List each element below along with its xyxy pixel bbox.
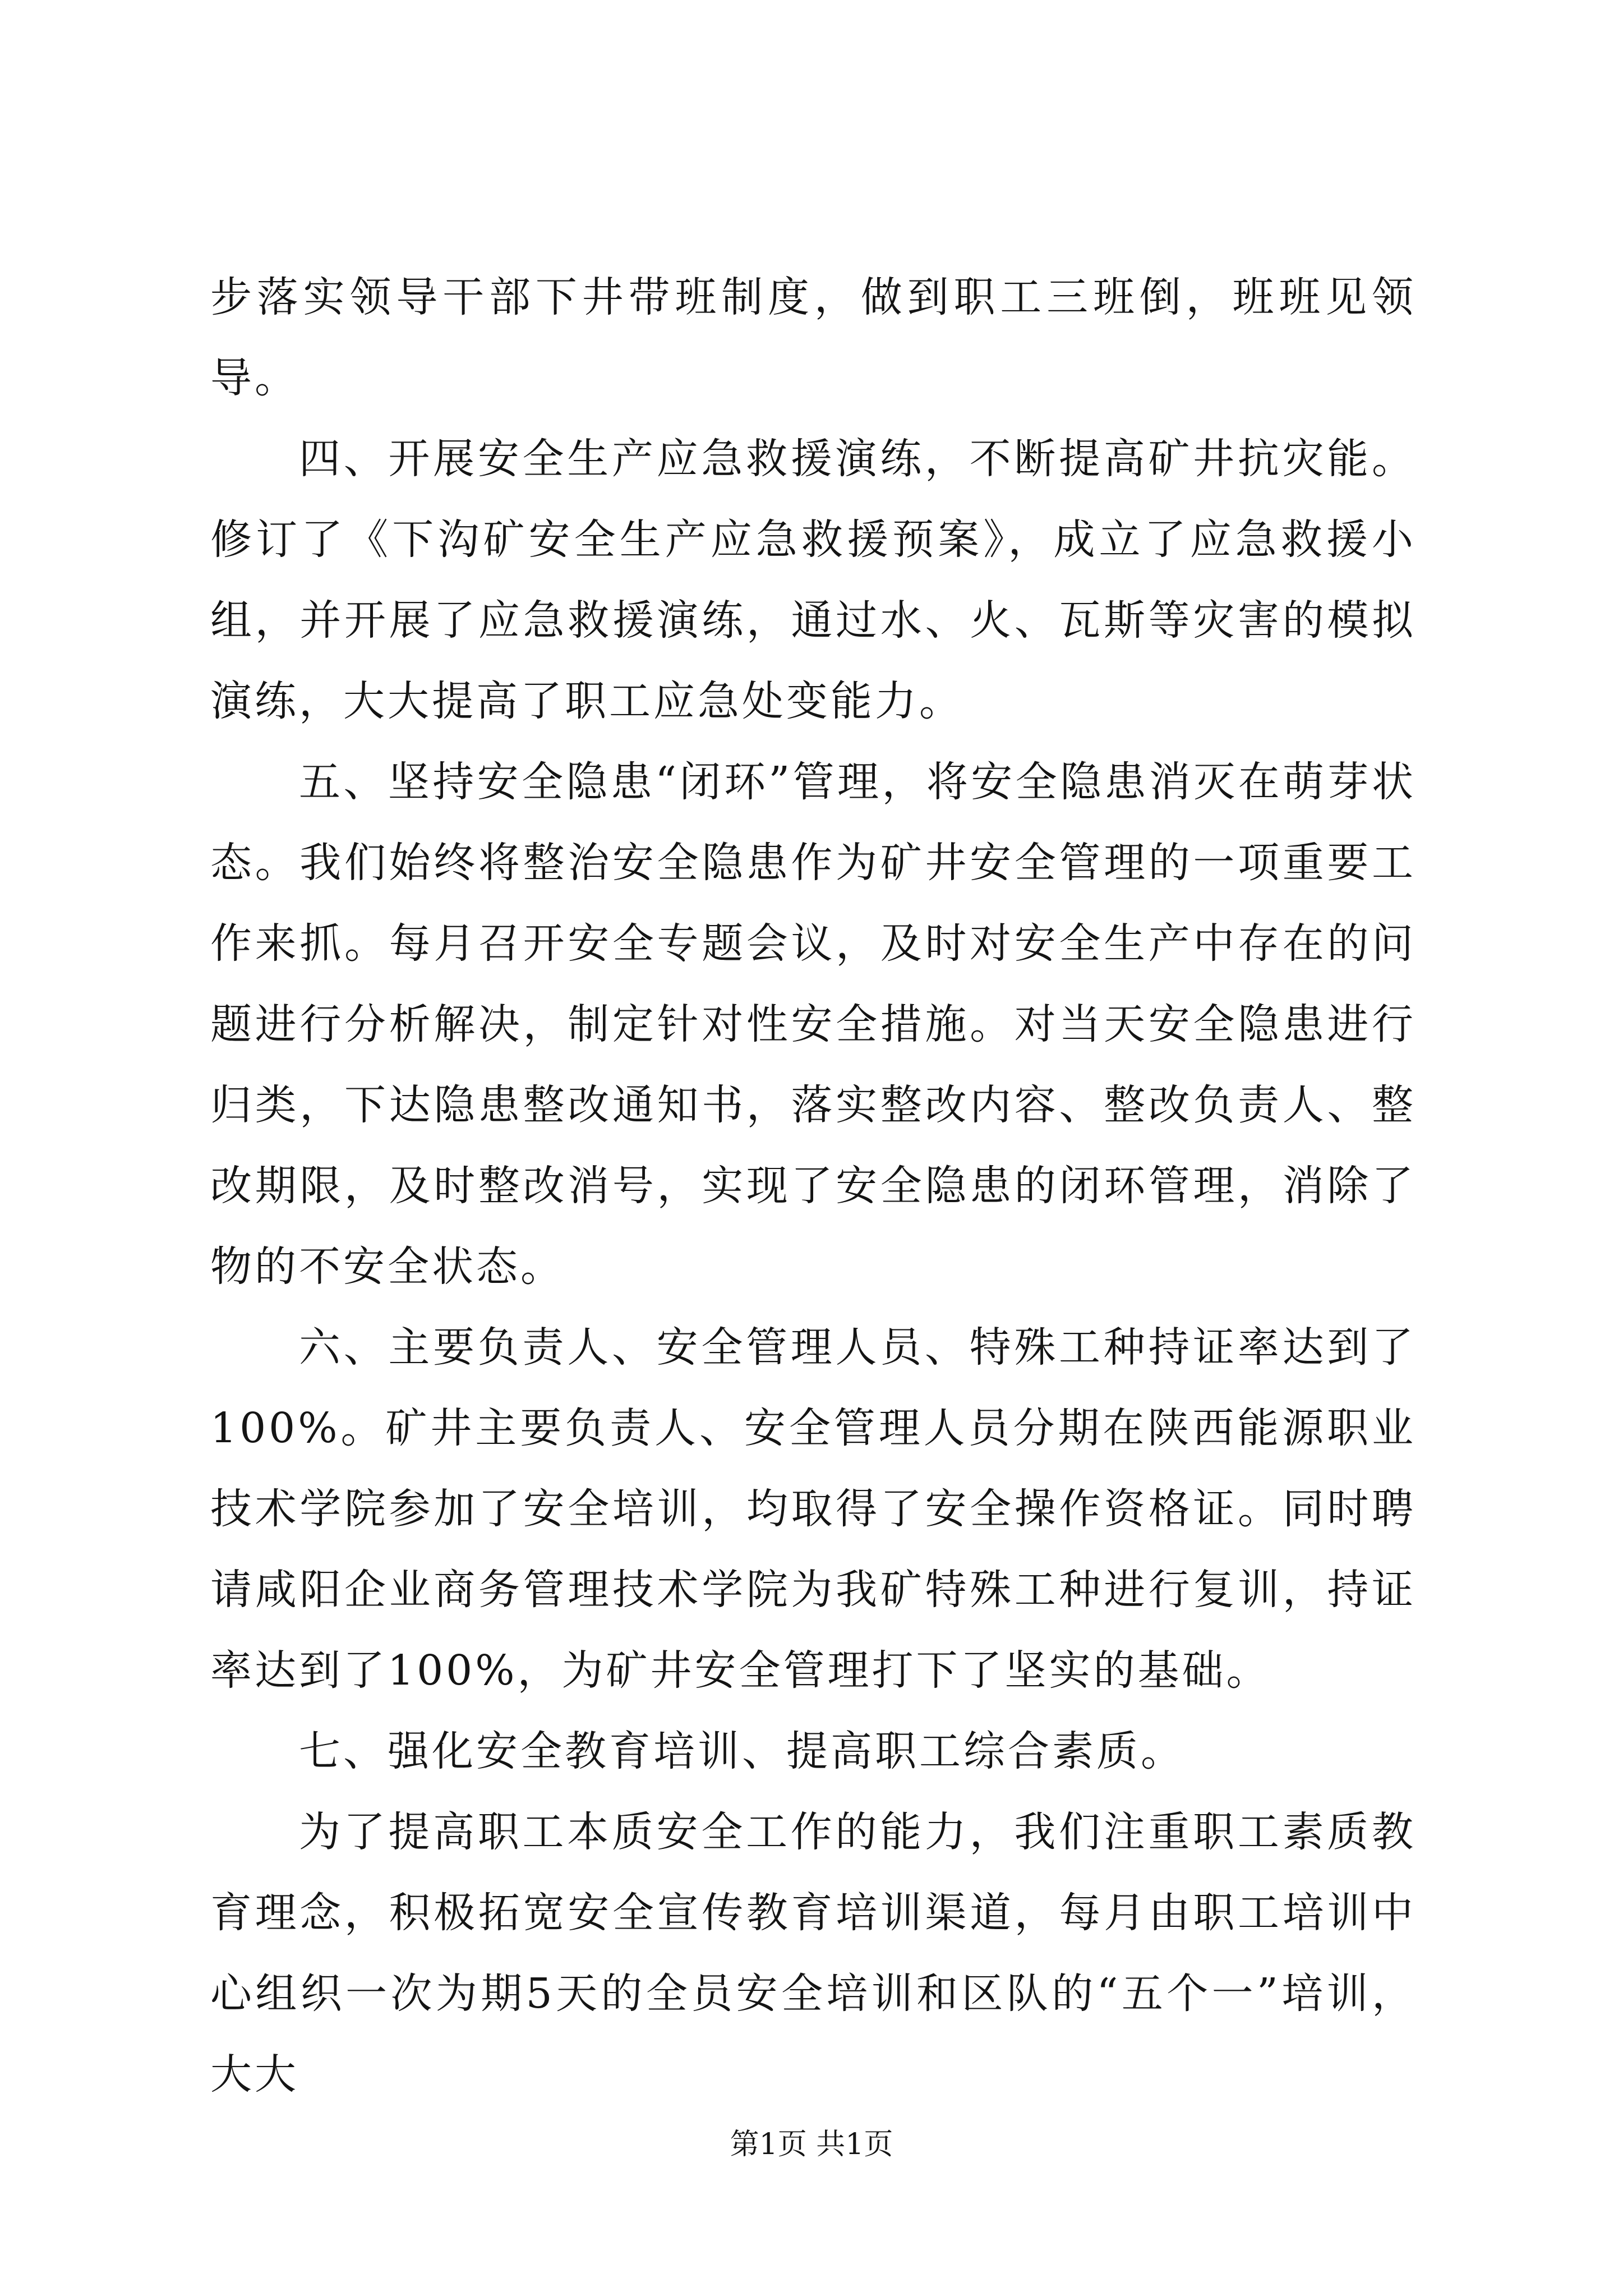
document-body (210, 257, 1416, 2115)
paragraph-5-section-seven-heading: 七、强化安全教育培训、提高职工综合素质。 (299, 1727, 1185, 1775)
paragraph-1: 步落实领导干部下井带班制度，做到职工三班倒，班班见领导。 (210, 273, 1416, 402)
paragraph-4-section-six: 六、主要负责人、安全管理人员、特殊工种持证率达到了100%。矿井主要负责人、安全管理人员分期在陕西能源职业技术学院参加了安全培训，均取得了安全操作资格证。同时聘请咸阳企业商务管理技术学院为我矿特殊工种进行复训，持证率达到了100%，为矿井安全管理打下了坚实的基础。 (210, 1323, 1416, 1695)
page-footer: 第1页 共1页 (730, 2128, 893, 2161)
paragraph-2-section-four: 四、开展安全生产应急救援演练，不断提高矿井抗灾能。修订了《下沟矿安全生产应急救援预案》，成立了应急救援小组，并开展了应急救援演练，通过水、火、瓦斯等灾害的模拟演练，大大提高了职工应急处变能力。 (210, 435, 1416, 725)
paragraph-6-section-seven-body: 为了提高职工本质安全工作的能力，我们注重职工素质教育理念，积极拓宽安全宣传教育培训渠道，每月由职工培训中心组织一次为期5天的全员安全培训和区队的“五个一”培训，大大 (210, 1808, 1416, 2099)
paragraph-3-section-five: 五、坚持安全隐患“闭环”管理，将安全隐患消灭在萌芽状态。我们始终将整治安全隐患作为矿井安全管理的一项重要工作来抓。每月召开安全专题会议，及时对安全生产中存在的问题进行分析解决，制定针对性安全措施。对当天安全隐患进行归类，下达隐患整改通知书，落实整改内容、整改负责人、整改期限，及时整改消号，实现了安全隐患的闭环管理，消除了物的不安全状态。 (210, 758, 1416, 1291)
